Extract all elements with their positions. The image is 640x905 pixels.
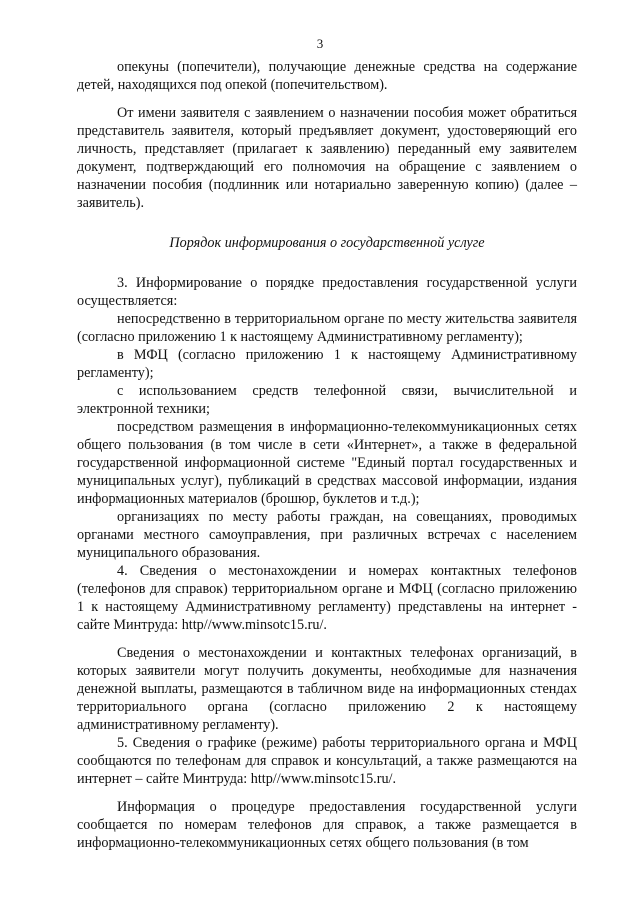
section-heading: Порядок информирования о государственной услуге — [169, 235, 485, 251]
paragraph-mfc: в МФЦ (согласно приложению 1 к настоящему Административному регламенту); — [77, 347, 577, 381]
page-number: 3 — [316, 36, 324, 51]
paragraph-representative: От имени заявителя с заявлением о назначении пособия может обратиться представитель заявителя, который предъявляет документ, удостоверяющий его личность, представляет (прилагает к заявлению) переданный ему заявителем документ, подтверждающий его полномочия на обращение с заявлением о назначении пособия (подлинник или нотариально заверенную копию) (далее – заявитель). — [77, 105, 577, 211]
paragraph-telephone: с использованием средств телефонной связи, вычислительной и электронной техники; — [77, 383, 577, 417]
paragraph-internet: посредством размещения в информационно-телекоммуникационных сетях общего пользования (в том числе в сети «Интернет», а также в федеральной государственной информационной системе "Единый портал государственных и муниципальных услуг), публикаций в средствах массовой информации, издания информационных материалов (брошюр, буклетов и т.д.); — [77, 419, 577, 507]
paragraph-territorial-organ: непосредственно в территориальном органе по месту жительства заявителя (согласно приложению 1 к настоящему Административному регламенту); — [77, 311, 577, 345]
paragraph-item-4: 4. Сведения о местонахождении и номерах контактных телефонов (телефонов для справок) территориальном органе и МФЦ (согласно приложению 1 к настоящему Административному регламенту) представлены на интернет - сайте Минтруда: http//www.minsotc15.ru/. — [77, 563, 577, 633]
paragraph-procedure-info: Информация о процедуре предоставления государственной услуги сообщается по номерам телефонов для справок, а также размещается в информационно-телекоммуникационных сетях общего пользования (в том — [77, 799, 577, 851]
paragraph-item-5: 5. Сведения о графике (режиме) работы территориального органа и МФЦ сообщаются по телефонам для справок и консультаций, а также размещаются на интернет – сайте Минтруда: http//www.minsotc15.ru/. — [77, 735, 577, 787]
paragraph-item-3: 3. Информирование о порядке предоставления государственной услуги осуществляется: — [77, 275, 577, 309]
paragraph-guardians: опекуны (попечители), получающие денежные средства на содержание детей, находящихся под опекой (попечительством). — [77, 59, 577, 93]
paragraph-contacts: Сведения о местонахождении и контактных телефонах организаций, в которых заявители могут получить документы, необходимые для назначения денежной выплаты, размещаются в табличном виде на информационных стендах территориального органа (согласно приложению 2 к настоящему административному регламенту). — [77, 645, 577, 733]
document-body — [77, 58, 577, 852]
paragraph-organizations: организациях по месту работы граждан, на совещаниях, проводимых органами местного самоуправления, при различных встречах с населением муниципального образования. — [77, 509, 577, 561]
